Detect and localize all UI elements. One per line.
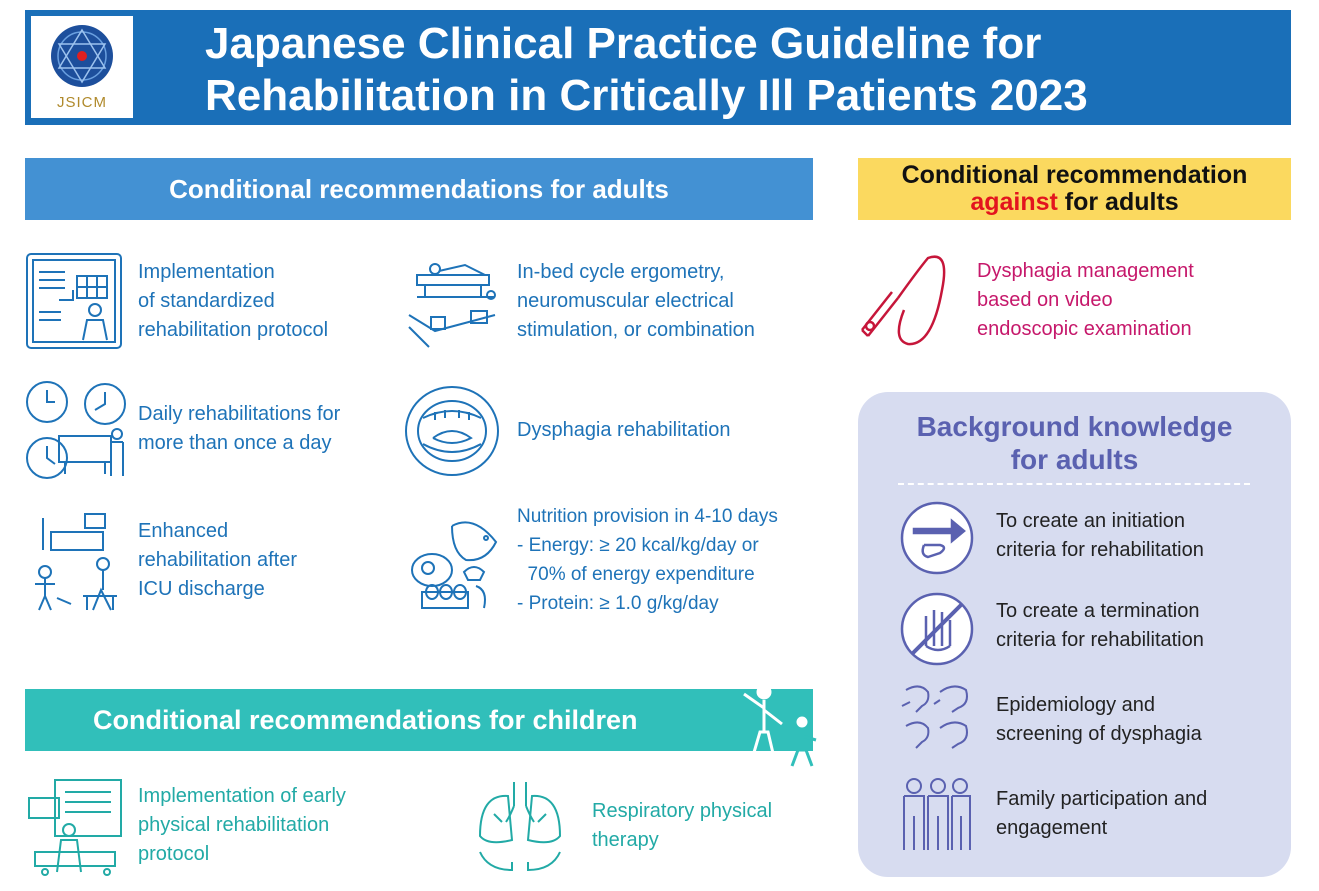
bg-item-termination [996, 597, 1204, 655]
item-line: criteria for rehabilitation [996, 629, 1204, 651]
item-line: screening of dysphagia [996, 723, 1202, 745]
title-line-1: Japanese Clinical Practice Guideline for [205, 19, 1042, 68]
item-line: stimulation, or combination [517, 319, 755, 341]
item-line: more than once a day [138, 432, 332, 454]
item-line: To create a termination [996, 600, 1200, 622]
item-line: engagement [996, 817, 1108, 839]
adult-item-nutrition [517, 502, 778, 618]
item-line: Respiratory physical [592, 800, 773, 822]
item-line: Enhanced [138, 520, 229, 542]
bg-item-dysphagia-screening [996, 691, 1202, 749]
lungs-hands-icon [470, 776, 570, 876]
item-line: Implementation [138, 261, 275, 283]
stop-hand-icon [900, 592, 974, 666]
against-heading-rest: for adults [1057, 188, 1179, 216]
children-section-heading: Conditional recommendations for children [25, 689, 813, 751]
item-line: Nutrition provision in 4-10 days [517, 506, 778, 527]
item-line: In-bed cycle ergometry, [517, 261, 725, 283]
adult-item-enhanced-rehab [138, 517, 297, 604]
adult-item-daily-rehab [138, 400, 340, 458]
item-line: neuromuscular electrical [517, 290, 734, 312]
heading-line: Background knowledge [916, 411, 1233, 442]
item-line: therapy [592, 829, 659, 851]
item-line: Dysphagia management [977, 260, 1194, 282]
title-line-2: Rehabilitation in Critically Ill Patients 2023 [205, 71, 1088, 120]
child-item-protocol [138, 782, 346, 869]
dashed-divider [898, 483, 1250, 485]
parent-child-icon [738, 684, 822, 768]
protocol-chart-icon [25, 250, 125, 352]
against-item-endoscopy [977, 257, 1194, 344]
item-line: Epidemiology and [996, 694, 1155, 716]
item-line: 70% of energy expenditure [517, 564, 755, 585]
item-line: To create an initiation [996, 510, 1186, 532]
cycle-ergometry-icon [405, 255, 505, 350]
item-line: Implementation of early [138, 785, 346, 807]
logo-text: JSICM [57, 94, 107, 111]
item-line: physical rehabilitation [138, 814, 330, 836]
item-line: criteria for rehabilitation [996, 539, 1204, 561]
family-group-icon [900, 776, 974, 852]
adult-item-cycle-ergometry [517, 258, 755, 345]
food-nutrition-icon [408, 512, 502, 612]
item-line: - Energy: ≥ 20 kcal/kg/day or [517, 535, 759, 556]
child-item-respiratory [592, 797, 772, 855]
item-line: ICU discharge [138, 578, 265, 600]
item-line: Family participation and [996, 788, 1208, 810]
jsicm-logo [31, 16, 133, 118]
background-knowledge-heading [858, 410, 1291, 476]
item-line: - Protein: ≥ 1.0 g/kg/day [517, 593, 719, 614]
heading-line: for adults [1010, 444, 1139, 475]
page-title [205, 18, 1265, 122]
icu-discharge-icon [27, 510, 127, 612]
bg-item-initiation [996, 507, 1204, 565]
bg-item-family [996, 785, 1207, 843]
item-line: based on video [977, 289, 1113, 311]
adult-item-dysphagia-rehab [517, 416, 730, 445]
endoscope-icon [858, 250, 958, 350]
start-arrow-hand-icon [900, 501, 974, 575]
item-line: endoscopic examination [977, 318, 1192, 340]
against-heading-line-1: Conditional recommendation [901, 161, 1248, 189]
against-word: against [970, 188, 1058, 216]
item-line: Dysphagia rehabilitation [517, 419, 731, 441]
against-heading-line-2 [970, 189, 1178, 216]
item-line: protocol [138, 843, 210, 865]
clock-bed-icon [25, 380, 129, 480]
adults-section-heading: Conditional recommendations for adults [25, 158, 813, 220]
pediatric-protocol-icon [25, 776, 125, 876]
item-line: Daily rehabilitations for [138, 403, 341, 425]
item-line: rehabilitation protocol [138, 319, 329, 341]
against-section-heading [858, 158, 1291, 220]
item-line: rehabilitation after [138, 549, 297, 571]
open-mouth-icon [403, 382, 501, 480]
swallowing-faces-icon [900, 682, 974, 756]
item-line: of standardized [138, 290, 275, 312]
adult-item-protocol [138, 258, 328, 345]
